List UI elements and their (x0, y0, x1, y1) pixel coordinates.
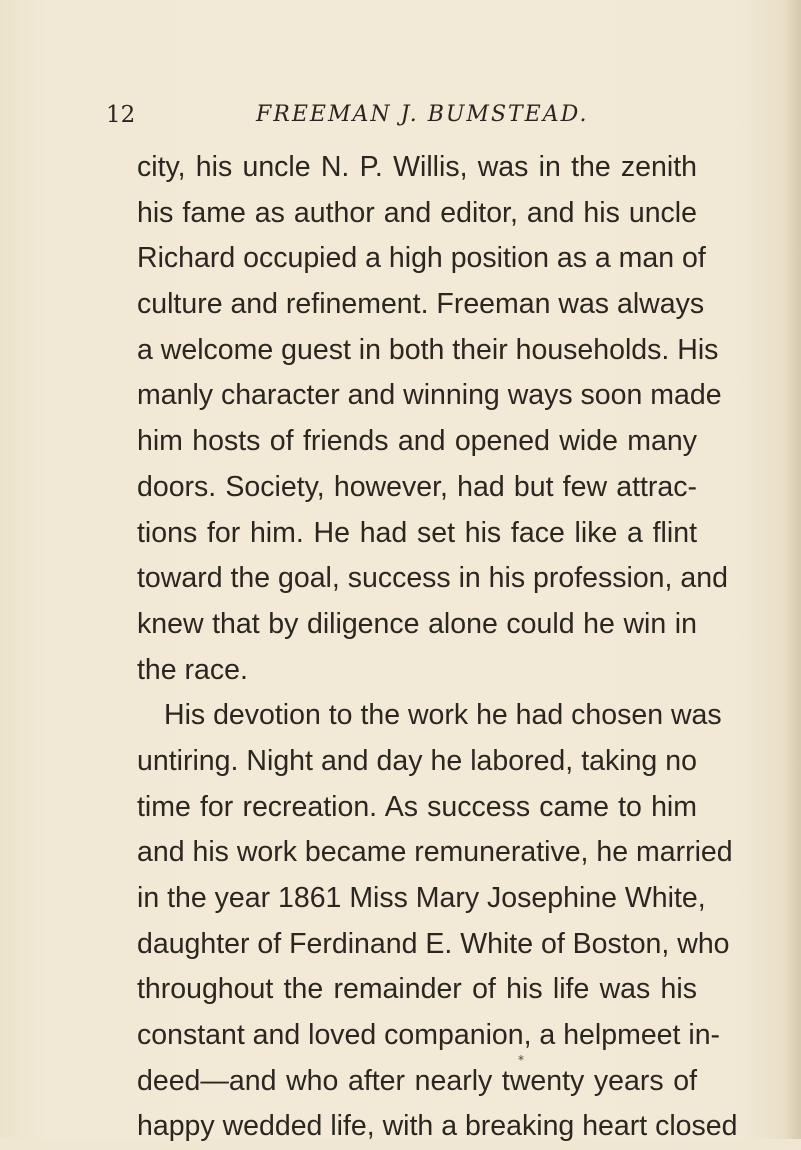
text-line: him hosts of friends and opened wide many (137, 425, 697, 458)
text-line: doors. Society, however, had but few attrac- (137, 470, 697, 503)
text-line: Richard occupied a high position as a man of (137, 242, 706, 275)
text-line: throughout the remainder of his life was his (137, 973, 697, 1006)
running-head (0, 98, 801, 132)
text-line: time for recreation. As success came to him (137, 790, 697, 823)
text-line: in the year 1861 Miss Mary Josephine White, (137, 882, 706, 914)
page-edge-shadow (783, 0, 801, 1139)
text-line: a welcome guest in both their households. His (137, 333, 719, 366)
text-line: toward the goal, success in his profession, and (137, 562, 728, 595)
text-line: city, his uncle N. P. Willis, was in the zenith (137, 151, 697, 183)
text-line: culture and refinement. Freeman was always (137, 288, 705, 321)
text-line: constant and loved companion, a helpmeet in- (137, 1019, 721, 1052)
text-line: and his work became remunerative, he married (137, 836, 733, 869)
text-line: untiring. Night and day he labored, taking no (137, 744, 697, 777)
running-title: FREEMAN J. BUMSTEAD. (256, 102, 589, 127)
text-line: happy wedded life, with a breaking heart closed (137, 1110, 738, 1143)
body-text (137, 145, 738, 1150)
text-line-paragraph-end: the race. (137, 653, 248, 686)
text-line: daughter of Ferdinand E. White of Boston, who (137, 927, 730, 960)
page-number: 12 (106, 102, 136, 128)
text-line: his fame as author and editor, and his uncle (137, 196, 697, 229)
printer-mark: * (518, 1053, 524, 1067)
text-line: knew that by diligence alone could he win in (137, 607, 697, 640)
text-line: manly character and winning ways soon made (137, 379, 722, 412)
text-line-paragraph-start: His devotion to the work he had chosen was (164, 699, 722, 732)
text-line: deed—and who after nearly twenty years of (137, 1064, 697, 1097)
text-line: tions for him. He had set his face like a flint (137, 516, 697, 549)
